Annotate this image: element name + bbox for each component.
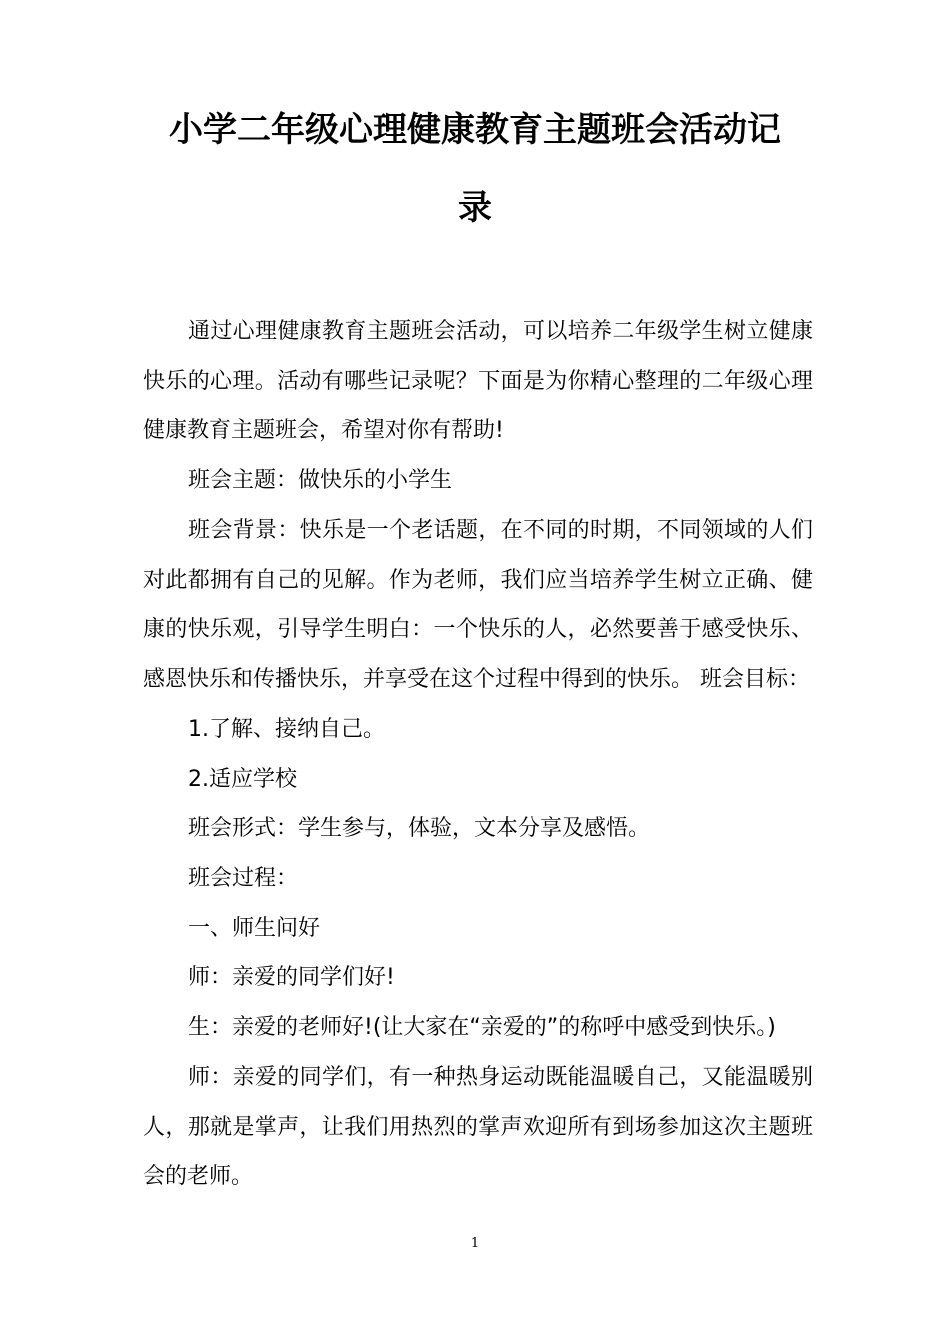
- goal-item-2: 2.适应学校: [188, 767, 297, 792]
- page-number: 1: [470, 1236, 480, 1251]
- student-line-1: 生：亲爱的老师好!(让大家在“亲爱的”的称呼中感受到快乐。): [188, 1015, 776, 1040]
- teacher-line-2: 师：亲爱的同学们，有一种热身运动既能温暖自己，又能温暖别人，那就是掌声，让我们用热烈的掌声欢迎所有到场参加这次主题班会的老师。: [143, 1065, 813, 1190]
- format-paragraph: 班会形式：学生参与，体验，文本分享及感悟。: [188, 816, 651, 841]
- goal-item-1: 1.了解、接纳自己。: [188, 717, 385, 742]
- theme-paragraph: 班会主题：做快乐的小学生: [188, 468, 453, 493]
- document-title-line-1: 小学二年级心理健康教育主题班会活动记: [169, 110, 781, 150]
- background-paragraph: 班会背景：快乐是一个老话题，在不同的时期，不同领域的人们对此都拥有自己的见解。作为老师，我们应当培养学生树立正确、健康的快乐观，引导学生明白：一个快乐的人，必然要善于感受快乐、感恩快乐和传播快乐，并享受在这个过程中得到的快乐。 班会目标：: [143, 518, 813, 693]
- document-title-line-2: 录: [458, 188, 492, 228]
- process-heading: 班会过程：: [188, 866, 299, 891]
- teacher-line-1: 师：亲爱的同学们好!: [188, 965, 395, 990]
- section-heading-greeting: 一、师生问好: [188, 916, 321, 941]
- intro-paragraph: 通过心理健康教育主题班会活动，可以培养二年级学生树立健康快乐的心理。活动有哪些记录呢？下面是为你精心整理的二年级心理健康教育主题班会，希望对你有帮助!: [143, 319, 813, 444]
